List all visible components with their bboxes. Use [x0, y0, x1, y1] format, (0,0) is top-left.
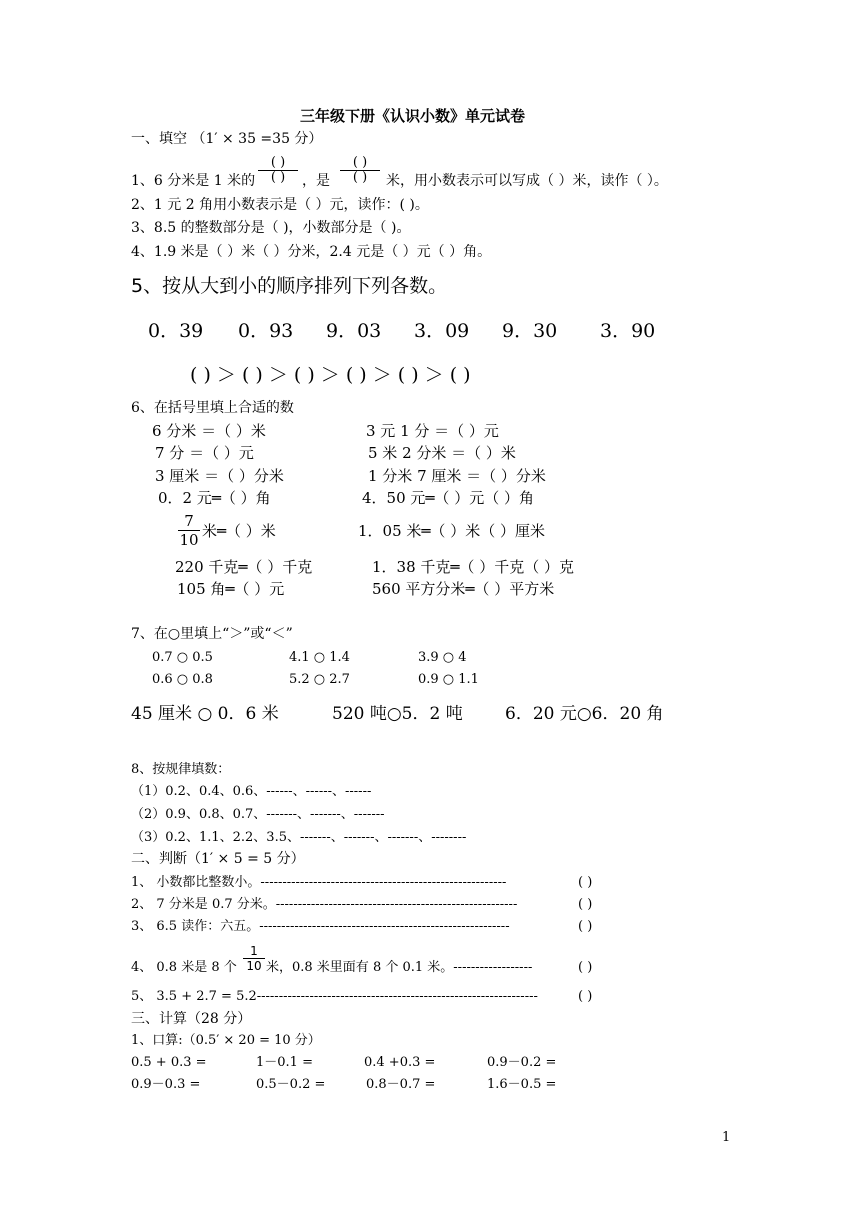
section3-header: 三、计算（28 分） — [131, 1011, 252, 1027]
q8-row3: （3）0.2、1.1、2.2、3.5、-------、-------、-------、-------- — [131, 830, 467, 845]
judge-item-4-fraction: $\frac{1}{10}$ — [243, 944, 265, 973]
judge-item-4-a: 4、 0.8 米是 8 个 — [131, 960, 237, 975]
calc-r1-c3: 0.4 +0.3 = — [364, 1055, 436, 1070]
q7-row2-col1: 0.6 ○ 0.8 — [152, 672, 213, 687]
judge-item-2: 2、 7 分米是 0.7 分米。------------------------------------------------------- — [131, 897, 518, 912]
q6-row4-left: 0．2 元═（ ）角 — [158, 489, 271, 507]
section2-header: 二、判断（1′ × 5 = 5 分） — [131, 851, 305, 867]
judge-item-1: 1、 小数都比整数小。-------------------------------------------------------- — [131, 875, 507, 890]
q8-prompt: 8、按规律填数： — [131, 762, 231, 777]
judge-item-5: 5、 3.5 + 2.7 = 5.2---------------------------------------------------------------- — [131, 989, 538, 1004]
q6-row7-right: 560 平方分米═（ ）平方米 — [372, 580, 555, 598]
q6-prompt: 6、在括号里填上合适的数 — [131, 400, 294, 416]
q6-row1-right: 3 元 1 分 ＝（ ）元 — [366, 422, 499, 440]
q1-text-b: ，是 — [302, 173, 330, 189]
q8-row2: （2）0.9、0.8、0.7、-------、-------、------- — [131, 807, 385, 822]
page-number: 1 — [722, 1130, 731, 1145]
q7-row1-col3: 3.9 ○ 4 — [418, 650, 467, 665]
q6-row6-left: 220 千克═（ ）千克 — [175, 558, 313, 576]
q1-fraction-2: ( ) ( ) — [340, 156, 380, 185]
q6-fraction-7-10: $\frac{7}{10}$ — [179, 512, 199, 549]
q5-number-5: 9．30 — [502, 320, 558, 342]
q6-row6-right: 1．38 千克═（ ）千克（ ）克 — [372, 558, 574, 576]
q7-row1-col2: 4.1 ○ 1.4 — [289, 650, 350, 665]
q6-row7-left: 105 角═（ ）元 — [177, 580, 285, 598]
q6-row3-right: 1 分米 7 厘米 ＝（ ）分米 — [368, 467, 546, 485]
q5-number-6: 3．90 — [600, 320, 656, 342]
judge-paren-5: ( ) — [578, 989, 593, 1004]
q8-row1: （1）0.2、0.4、0.6、------、------、------ — [131, 784, 372, 799]
q7-row2-col3: 0.9 ○ 1.1 — [418, 672, 479, 687]
judge-paren-1: ( ) — [578, 875, 593, 890]
judge-paren-2: ( ) — [578, 897, 593, 912]
q6-row2-right: 5 米 2 分米 ＝（ ）米 — [368, 444, 516, 462]
q6-row5-right: 1．05 米═（ ）米（ ）厘米 — [358, 522, 545, 540]
q1-text-a: 1、6 分米是 1 米的 — [131, 173, 256, 189]
calc-r1-c2: 1－0.1 = — [256, 1055, 313, 1070]
section3-sub1: 1、口算:（0.5′ × 20 = 10 分） — [131, 1033, 321, 1048]
calc-r2-c4: 1.6－0.5 = — [487, 1077, 557, 1092]
calc-r2-c2: 0.5－0.2 = — [256, 1077, 326, 1092]
q6-row3-left: 3 厘米 ＝（ ）分米 — [155, 467, 284, 485]
q6-row2-left: 7 分 ＝（ ）元 — [155, 444, 254, 462]
section1-header: 一、填空 （1′ × 35 =35 分） — [131, 131, 323, 147]
q1-fraction-1: ( ) ( ) — [258, 156, 298, 185]
q7-row2-col2: 5.2 ○ 2.7 — [289, 672, 350, 687]
q5-number-1: 0．39 — [148, 320, 204, 342]
q5-blanks: ( ) ＞ ( ) ＞ ( ) ＞ ( ) ＞ ( ) ＞ ( ) — [190, 364, 471, 386]
q1-text-c: 米，用小数表示可以写成（ ）米，读作（ ）。 — [386, 173, 668, 189]
page-title: 三年级下册《认识小数》单元试卷 — [300, 107, 526, 125]
calc-r1-c4: 0.9－0.2 = — [487, 1055, 557, 1070]
calc-r1-c1: 0.5 + 0.3 = — [131, 1055, 207, 1070]
judge-paren-3: ( ) — [578, 919, 593, 934]
calc-r2-c1: 0.9－0.3 = — [131, 1077, 201, 1092]
judge-item-3: 3、 6.5 读作：六五。--------------------------------------------------------- — [131, 919, 510, 934]
q7-row1-col1: 0.7 ○ 0.5 — [152, 650, 213, 665]
q6-row5-left: 米═（ ）米 — [202, 522, 276, 540]
q3: 3、8.5 的整数部分是（ )，小数部分是（ )。 — [131, 220, 411, 236]
judge-paren-4: ( ) — [578, 960, 593, 975]
q6-row4-right: 4．50 元═（ ）元（ ）角 — [362, 489, 534, 507]
q4: 4、1.9 米是（ ）米（ ）分米，2.4 元是（ ）元（ ）角。 — [131, 244, 492, 260]
q7-big-col1: 45 厘米 ○ 0．6 米 — [131, 704, 279, 724]
q7-big-col2: 520 吨○5．2 吨 — [332, 704, 463, 724]
q5-prompt: 5、按从大到小的顺序排列下列各数。 — [131, 275, 448, 297]
q5-number-4: 3．09 — [414, 320, 470, 342]
judge-item-4-b: 米，0.8 米里面有 8 个 0.1 米。------------------ — [266, 960, 533, 975]
q5-number-2: 0．93 — [238, 320, 294, 342]
q6-row1-left: 6 分米 ＝（ ）米 — [152, 422, 266, 440]
q2: 2、1 元 2 角用小数表示是（ ）元，读作：( )。 — [131, 197, 429, 213]
q7-prompt: 7、在○里填上“＞”或“＜” — [131, 626, 293, 642]
calc-r2-c3: 0.8－0.7 = — [366, 1077, 436, 1092]
q5-number-3: 9．03 — [326, 320, 382, 342]
q7-big-col3: 6．20 元○6．20 角 — [505, 704, 664, 724]
